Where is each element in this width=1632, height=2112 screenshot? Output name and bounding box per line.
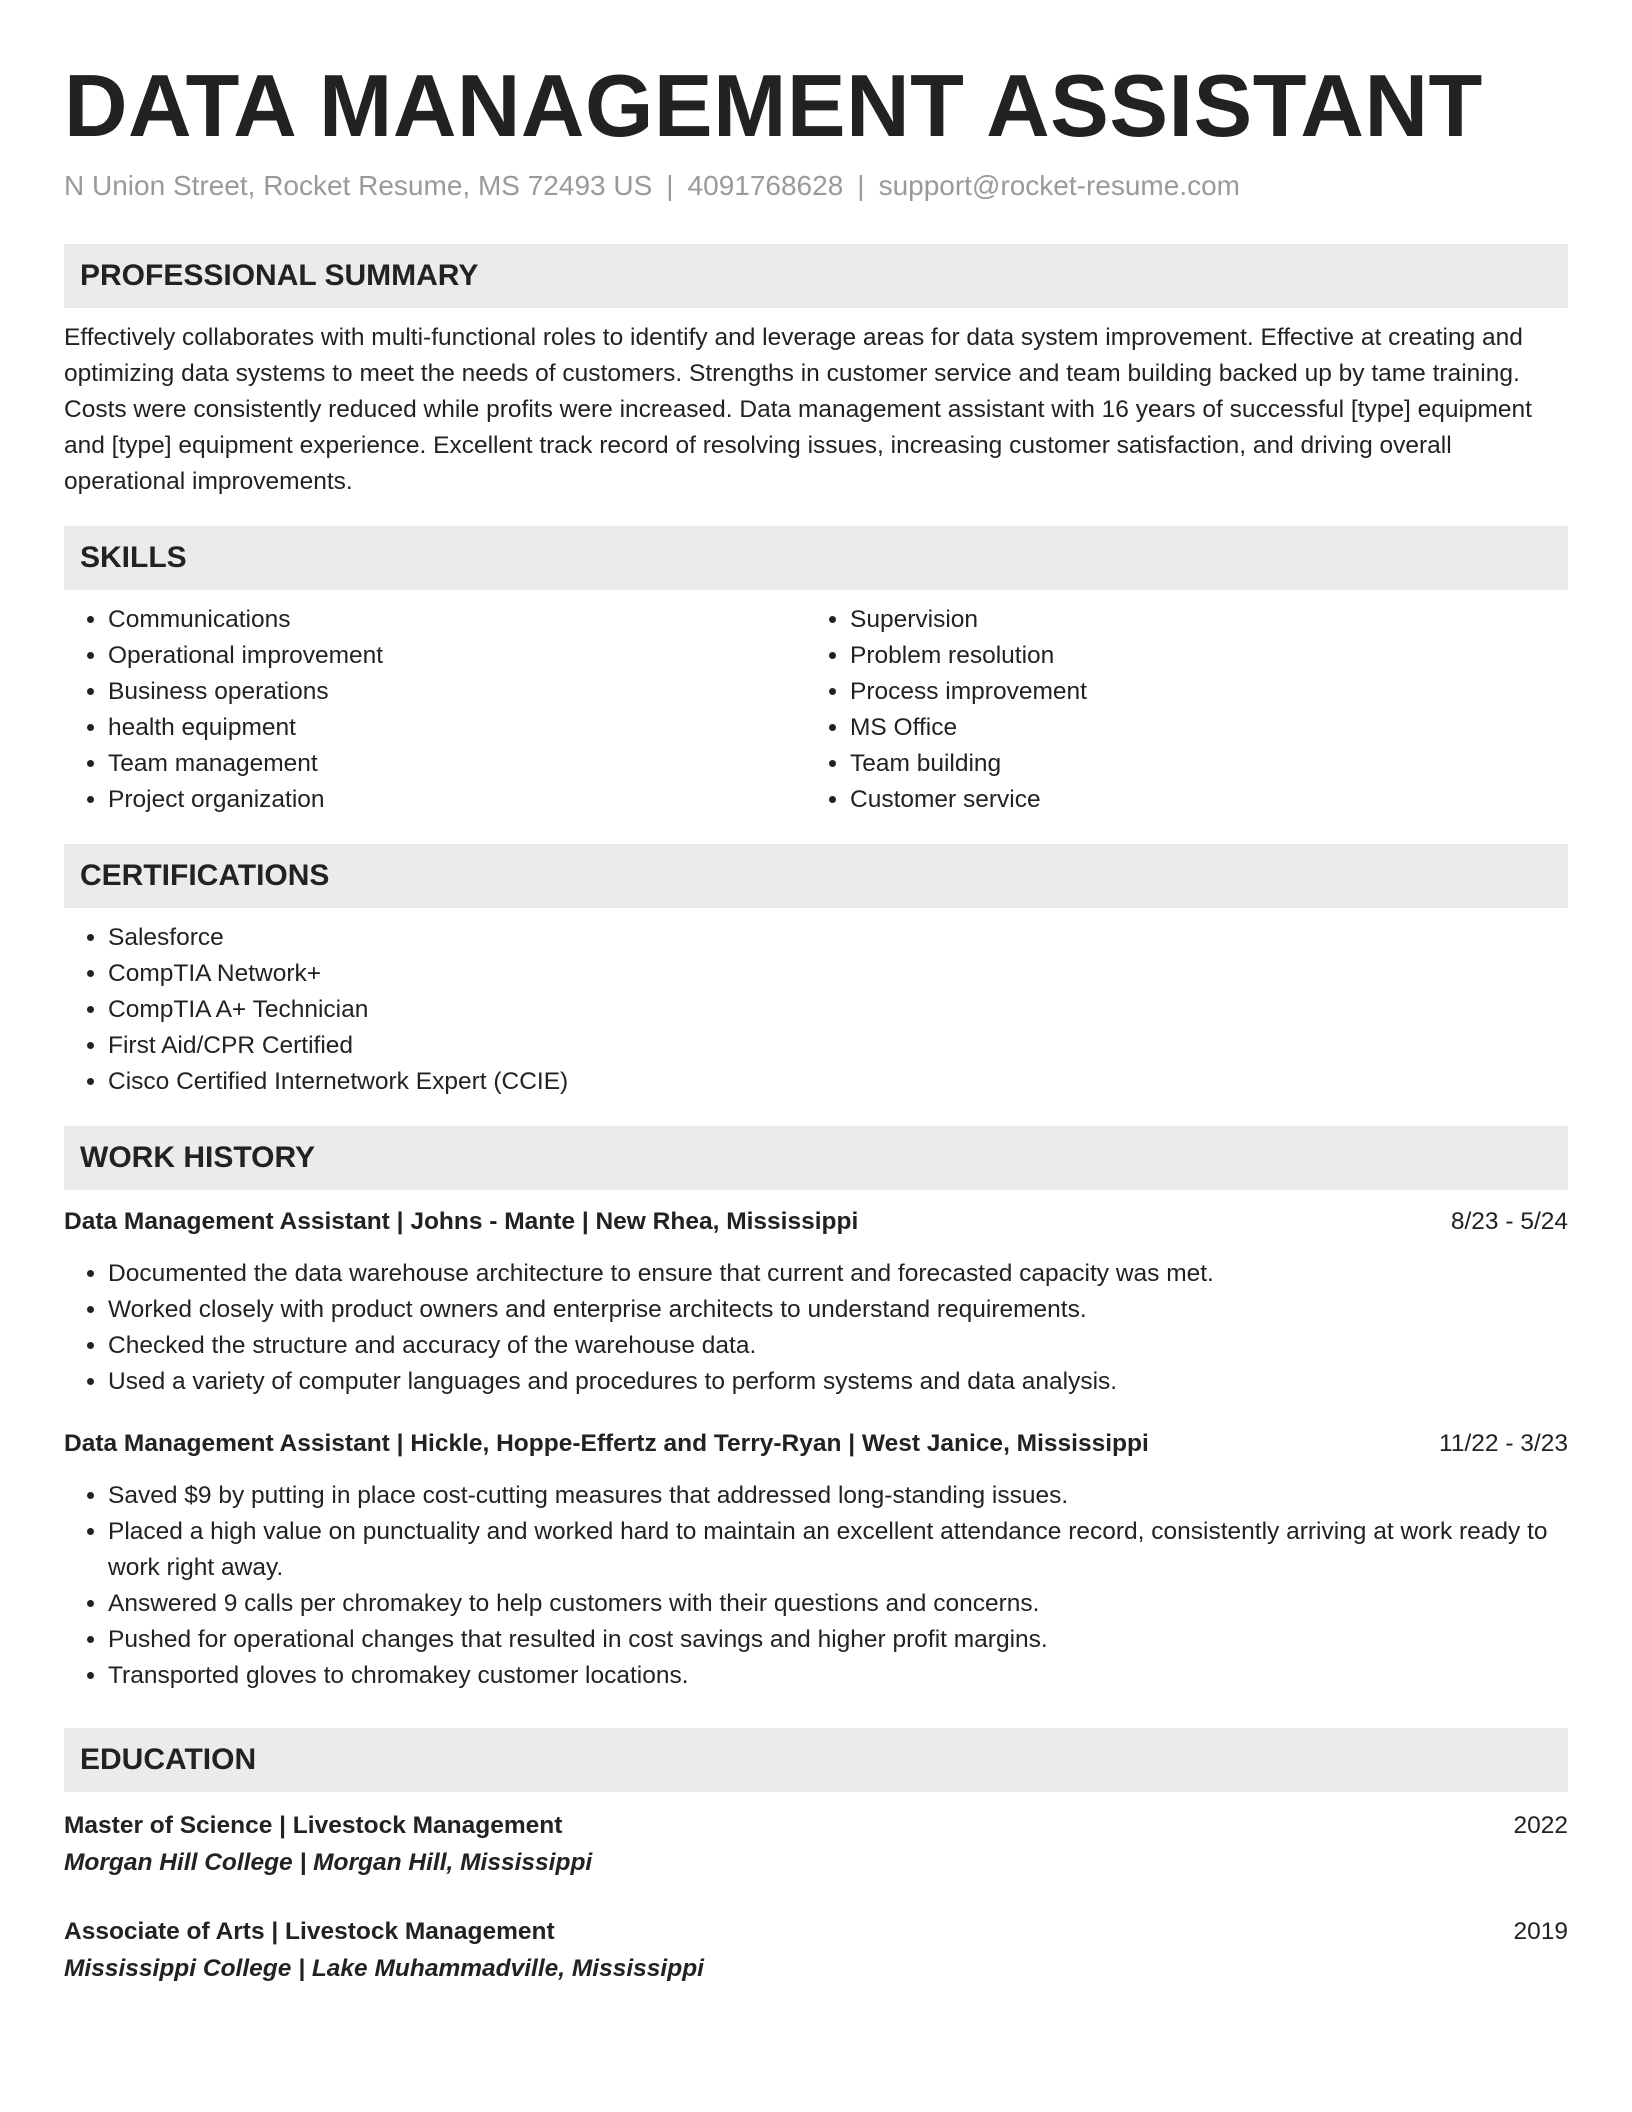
skill-item: • Team building: [850, 746, 1548, 782]
section-heading-work-history: WORK HISTORY: [64, 1126, 1568, 1190]
job-bullets: [64, 1478, 1568, 1694]
job-bullet: • Documented the data warehouse architecture to ensure that current and forecasted capacity was met.: [108, 1256, 1568, 1292]
contact-separator: |: [857, 170, 865, 201]
summary-paragraph: Effectively collaborates with multi-functional roles to identify and leverage areas for data system improvement. Effective at creating and optimizing data systems to meet the needs of customers. Strengths in customer service and team building backed up by tame training. Costs were consistently reduced while profits were increased. Data management assistant with 16 years of successful [type] equipment and [type] equipment experience. Excellent track record of resolving issues, increasing customer satisfaction, and driving overall operational improvements.: [64, 324, 1532, 495]
skill-item: • Team management: [108, 746, 806, 782]
certifications-list: [64, 920, 1568, 1100]
skill-item: • Problem resolution: [850, 638, 1548, 674]
education-entry: [64, 1808, 1568, 1882]
job-bullet: • Checked the structure and accuracy of the warehouse data.: [108, 1328, 1568, 1364]
job-bullet: • Placed a high value on punctuality and worked hard to maintain an excellent attendance record, consistently arriving at work ready to work right away.: [108, 1514, 1568, 1586]
skill-item: • Communications: [108, 602, 806, 638]
certification-item: • CompTIA A+ Technician: [108, 992, 1568, 1028]
section-heading-skills: SKILLS: [64, 526, 1568, 590]
skills-grid: [64, 602, 1568, 818]
job-title: Data Management Assistant | Hickle, Hoppe-Effertz and Terry-Ryan | West Janice, Mississippi: [64, 1430, 1149, 1457]
job-bullet: • Saved $9 by putting in place cost-cutting measures that addressed long-standing issues.: [108, 1478, 1568, 1514]
skill-item: • Process improvement: [850, 674, 1548, 710]
candidate-name: DATA MANAGEMENT ASSISTANT: [64, 56, 1483, 155]
resume-page: [64, 0, 1568, 1988]
skill-item: • Supervision: [850, 602, 1548, 638]
job-bullet: • Used a variety of computer languages and procedures to perform systems and data analysis.: [108, 1364, 1568, 1400]
job-entry: [64, 1204, 1568, 1400]
education-degree: Associate of Arts | Livestock Management: [64, 1918, 555, 1945]
skill-item: • Customer service: [850, 782, 1548, 818]
education-header: [64, 1808, 1568, 1844]
job-header: [64, 1204, 1568, 1240]
education-degree: Master of Science | Livestock Management: [64, 1812, 563, 1839]
job-title: Data Management Assistant | Johns - Mante | New Rhea, Mississippi: [64, 1208, 859, 1235]
skill-item: • Business operations: [108, 674, 806, 710]
job-bullet: • Answered 9 calls per chromakey to help customers with their questions and concerns.: [108, 1586, 1568, 1622]
job-bullet: • Pushed for operational changes that resulted in cost savings and higher profit margins.: [108, 1622, 1568, 1658]
skill-item: • Operational improvement: [108, 638, 806, 674]
education-year: 2019: [1513, 1918, 1568, 1945]
certification-item: • First Aid/CPR Certified: [108, 1028, 1568, 1064]
job-bullet: • Worked closely with product owners and enterprise architects to understand requirements.: [108, 1292, 1568, 1328]
skills-list-left: [64, 602, 806, 818]
job-bullet: • Transported gloves to chromakey customer locations.: [108, 1658, 1568, 1694]
education-school: Morgan Hill College | Morgan Hill, Mississippi: [64, 1849, 593, 1876]
skill-item: • Project organization: [108, 782, 806, 818]
job-dates: 8/23 - 5/24: [1450, 1208, 1568, 1235]
job-entry: [64, 1426, 1568, 1694]
job-header: [64, 1426, 1568, 1462]
skill-item: • health equipment: [108, 710, 806, 746]
education-entry: [64, 1914, 1568, 1988]
education-header: [64, 1914, 1568, 1950]
skills-list-right: [806, 602, 1548, 818]
section-heading-summary: PROFESSIONAL SUMMARY: [64, 244, 1568, 308]
certification-item: • Cisco Certified Internetwork Expert (CCIE): [108, 1064, 1568, 1100]
education-school: Mississippi College | Lake Muhammadville, Mississippi: [64, 1955, 704, 1982]
certification-item: • Salesforce: [108, 920, 1568, 956]
section-heading-certifications: CERTIFICATIONS: [64, 844, 1568, 908]
skill-item: • MS Office: [850, 710, 1548, 746]
job-bullets: [64, 1256, 1568, 1400]
contact-separator: |: [666, 170, 674, 201]
job-dates: 11/22 - 3/23: [1439, 1430, 1568, 1457]
section-heading-education: EDUCATION: [64, 1728, 1568, 1792]
contact-address: N Union Street, Rocket Resume, MS 72493 US: [64, 170, 653, 201]
contact-email[interactable]: support@rocket-resume.com: [878, 170, 1240, 201]
contact-line: [64, 168, 1568, 204]
certification-item: • CompTIA Network+: [108, 956, 1568, 992]
contact-phone: 4091768628: [687, 170, 844, 201]
education-year: 2022: [1513, 1812, 1568, 1839]
